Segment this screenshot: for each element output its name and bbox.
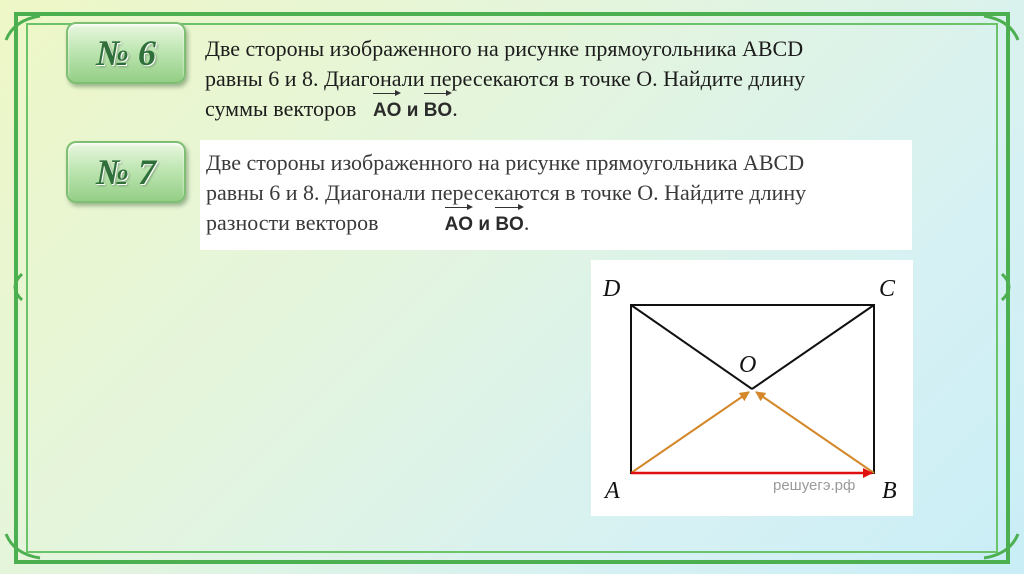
label-b: B: [882, 478, 897, 504]
vector-ao: AO: [373, 96, 402, 126]
task-7-line-3-text: разности векторов: [206, 210, 379, 235]
watermark: решуегэ.рф: [773, 477, 856, 494]
task-7-line-1: Две стороны изображенного на рисунке прямоугольника ABCD: [206, 150, 805, 175]
diagonal-do: [631, 305, 752, 389]
task-7-badge: [66, 141, 186, 203]
task-7-number: № 7: [96, 152, 156, 192]
task-6-line-2: равны 6 и 8. Диагонали пересекаются в точке О. Найдите длину: [205, 66, 806, 91]
task-6-line-3: [205, 94, 925, 126]
rectangle-figure: [591, 260, 913, 516]
task-7-line-2: равны 6 и 8. Диагонали пересекаются в точке О. Найдите длину: [206, 180, 807, 205]
task-6-line-3-text: суммы векторов: [205, 96, 357, 121]
vector-bo: BO: [495, 210, 524, 240]
task-6-badge: [66, 22, 186, 84]
vector-conjunction: и: [406, 100, 419, 121]
label-d: D: [603, 276, 621, 302]
task-6-line-1: Две стороны изображенного на рисунке прямоугольника ABCD: [205, 36, 804, 61]
task-6-vectors: [373, 100, 452, 121]
diagonal-co: [752, 305, 874, 389]
task-6-period: .: [452, 96, 458, 121]
rectangle-diagram: [591, 260, 913, 516]
task-7-period: .: [523, 210, 530, 235]
task-6-text: [205, 34, 925, 126]
task-7-vectors: [445, 214, 524, 235]
task-6-number: № 6: [96, 33, 156, 73]
label-o: O: [739, 352, 757, 378]
vector-ao-arrow: [631, 392, 749, 473]
vector-conjunction: и: [478, 214, 491, 235]
label-c: C: [879, 276, 896, 302]
task-7-line-3: [206, 208, 906, 240]
label-a: A: [605, 478, 620, 504]
task-7-text: [200, 140, 912, 250]
vector-ao: AO: [445, 210, 474, 240]
vector-bo-arrow: [756, 392, 874, 473]
vector-bo: BO: [424, 96, 453, 126]
